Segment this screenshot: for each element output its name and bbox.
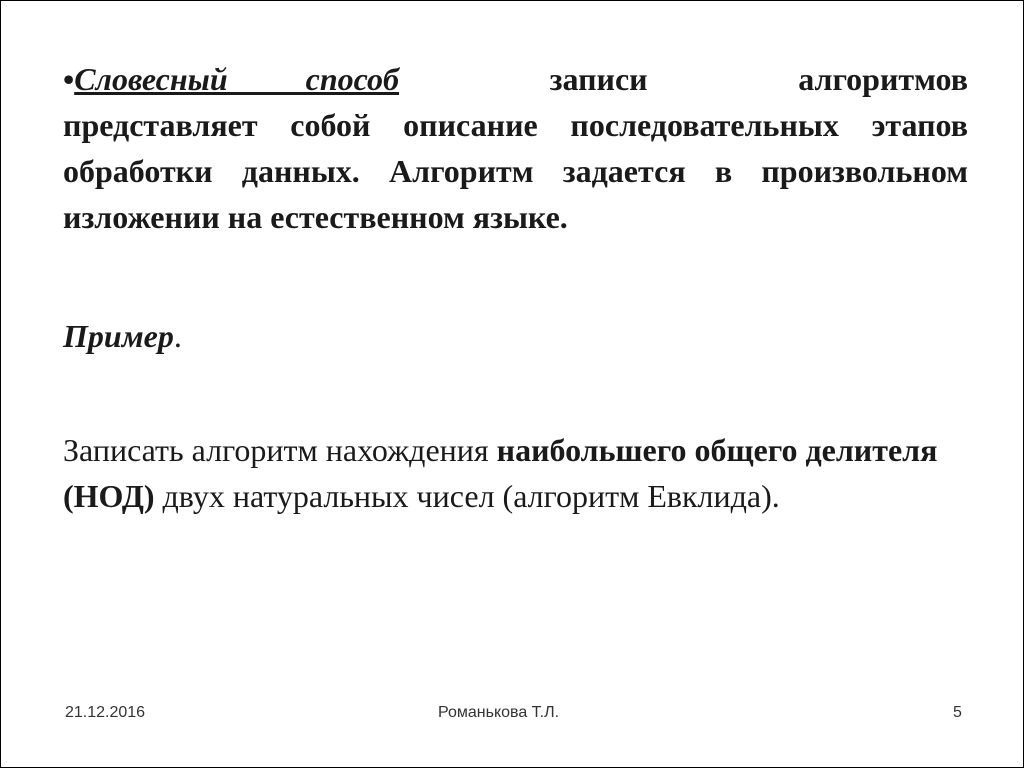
- task-text-end: двух натуральных чисел (алгоритм Евклида).: [154, 478, 780, 514]
- task-paragraph: [63, 427, 963, 519]
- definition-word-b: алгоритмов: [798, 61, 968, 97]
- footer-page-number: 5: [953, 704, 962, 721]
- definition-word-a: записи: [549, 61, 648, 97]
- definition-term: Словесный способ: [74, 61, 399, 97]
- definition-paragraph: [63, 56, 968, 240]
- task-bold-term: наибольшего общего делителя (НОД): [63, 432, 938, 514]
- task-text-start: Записать алгоритм нахождения: [63, 432, 497, 468]
- footer-author: Романькова Т.Л.: [438, 704, 560, 721]
- definition-continuation: представляет собой описание последовательных этапов обработки данных. Алгоритм задается в произвольном изложении на естественном языке.: [63, 107, 968, 235]
- footer-date: 21.12.2016: [65, 704, 146, 721]
- example-punct: .: [173, 318, 182, 354]
- definition-term-group: [63, 56, 399, 102]
- example-label: Пример: [63, 318, 174, 354]
- definition-first-line: [63, 56, 968, 102]
- bullet: •: [63, 61, 75, 97]
- example-heading: [63, 313, 182, 359]
